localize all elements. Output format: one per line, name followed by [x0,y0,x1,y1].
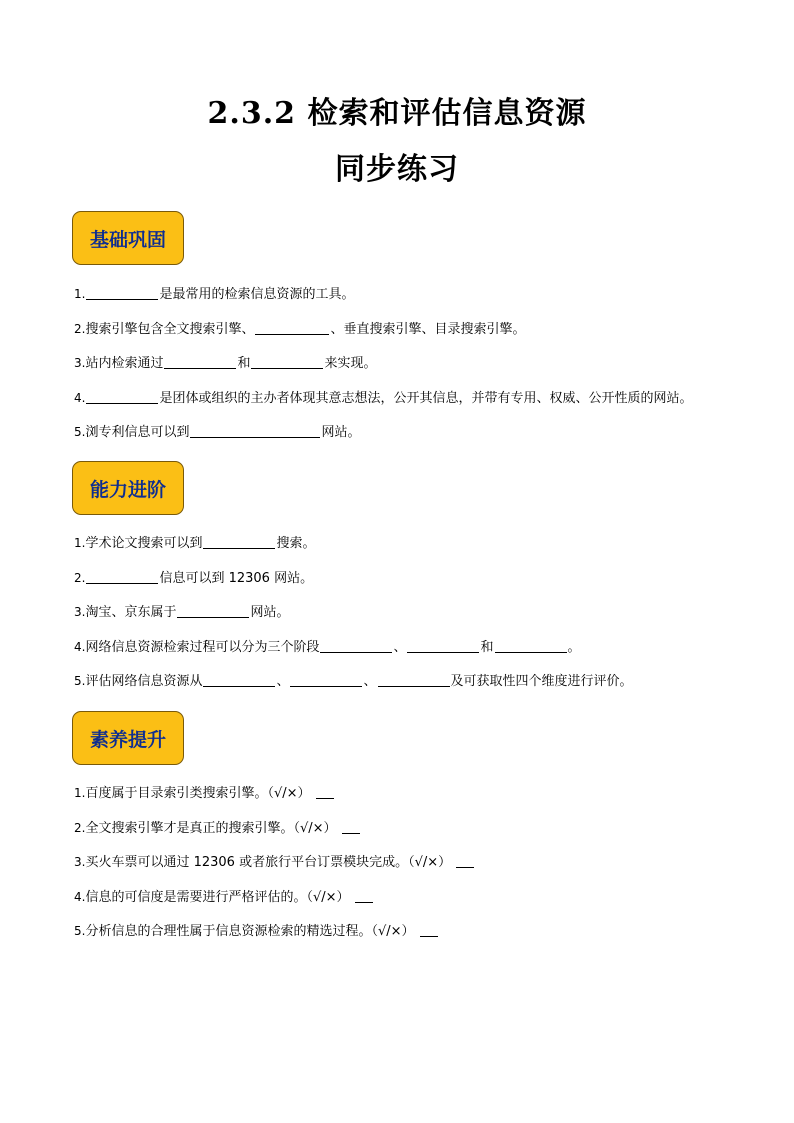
answer-blank[interactable] [86,285,158,300]
question-item: 3.买火车票可以通过 12306 或者旅行平台订票模块完成。（√/×） [74,852,764,887]
question-item: 3.站内检索通过 和 来实现。 [74,356,377,371]
answer-blank[interactable] [420,922,438,937]
question-item: 1.百度属于目录索引类搜索引擎。（√/×） [74,783,764,818]
section-badge-advanced: 能力进阶 [72,461,184,515]
answer-blank[interactable] [86,569,158,584]
answer-blank[interactable] [255,320,329,335]
question-item: 1.学术论文搜索可以到 搜索。 [74,536,316,551]
answer-blank[interactable] [495,638,567,653]
answer-blank[interactable] [407,638,479,653]
question-item: 4.信息的可信度是需要进行严格评估的。（√/×） [74,887,764,922]
question-list-literacy [74,783,764,956]
answer-blank[interactable] [251,354,323,369]
question-list-basic [74,284,764,457]
question-item: 4.网络信息资源检索过程可以分为三个阶段 、 和 。 [74,639,581,655]
answer-blank[interactable] [203,534,275,549]
answer-blank[interactable] [342,819,360,834]
question-item: 5.评估网络信息资源从 、 、 及可获取性四个维度进行评价。 [74,674,633,689]
question-item: 5.分析信息的合理性属于信息资源检索的精选过程。（√/×） [74,921,764,956]
page-subtitle: 同步练习 [335,152,459,187]
question-item: 2.全文搜索引擎才是真正的搜索引擎。（√/×） [74,818,764,853]
answer-blank[interactable] [290,672,362,687]
question-item: 1. 是最常用的检索信息资源的工具。 [74,287,355,302]
answer-blank[interactable] [203,672,275,687]
answer-blank[interactable] [177,603,249,618]
answer-blank[interactable] [86,389,158,404]
section-badge-literacy: 素养提升 [72,711,184,765]
section-badge-basic: 基础巩固 [72,211,184,265]
question-item: 2.搜索引擎包含全文搜索引擎、 、垂直搜索引擎、目录搜索引擎。 [74,321,526,337]
question-item: 2. 信息可以到 12306 网站。 [74,570,314,586]
answer-blank[interactable] [320,638,392,653]
question-list-advanced [74,533,764,706]
answer-blank[interactable] [316,784,334,799]
answer-blank[interactable] [456,853,474,868]
answer-blank[interactable] [378,672,450,687]
question-item: 3.淘宝、京东属于 网站。 [74,605,290,620]
question-item: 4. 是团体或组织的主办者体现其意志想法，公开其信息，并带有专用、权威、公开性质的网站。 [74,390,693,406]
page-title: 2.3.2 检索和评估信息资源 [207,96,587,131]
answer-blank[interactable] [190,423,320,438]
answer-blank[interactable] [164,354,236,369]
answer-blank[interactable] [355,888,373,903]
question-item: 5.浏专利信息可以到 网站。 [74,425,361,440]
